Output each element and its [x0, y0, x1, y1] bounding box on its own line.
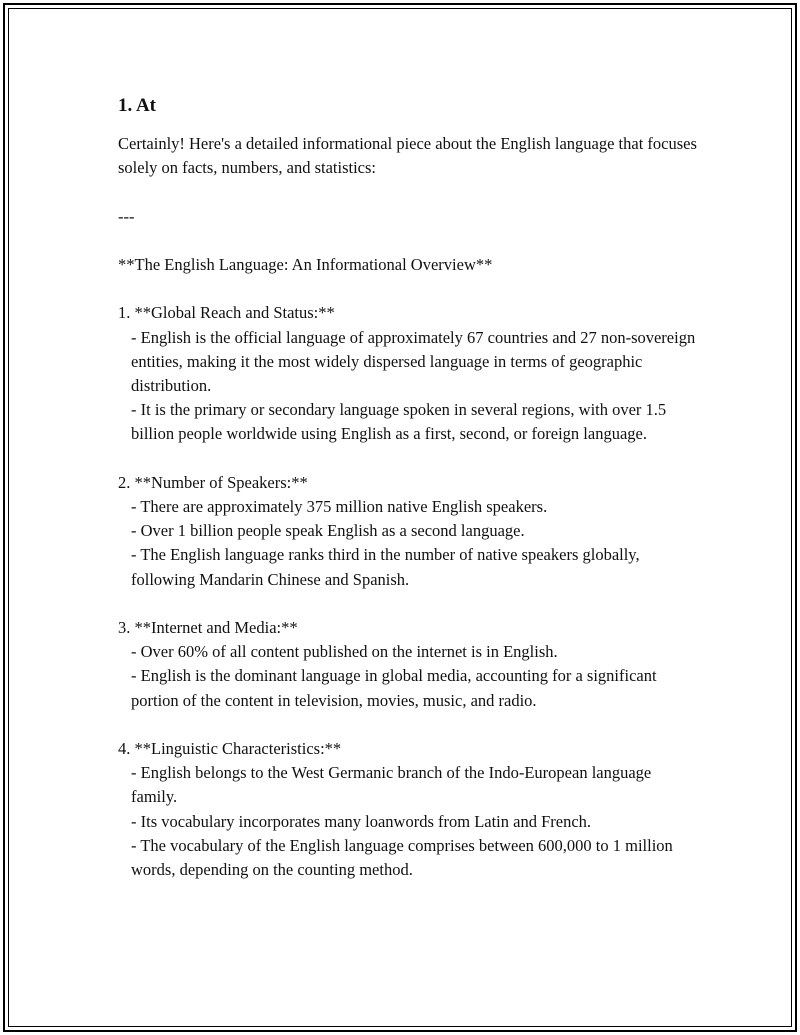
spacer	[118, 180, 698, 204]
section-internet-media	[118, 616, 698, 713]
spacer	[118, 229, 698, 253]
bullet-item: - Over 1 billion people speak English as a second language.	[131, 521, 525, 541]
separator: ---	[118, 206, 135, 226]
document-heading: 1. At	[118, 95, 156, 116]
spacer	[118, 713, 698, 737]
bullet-item: - English is the official language of approximately 67 countries and 27 non-sovereign entities, making it the most widely dispersed language in terms of geographic distribution.	[131, 327, 696, 395]
bullet-item: - English is the dominant language in global media, accounting for a significant portion of the content in television, movies, music, and radio.	[131, 666, 657, 710]
bullet-item: - Its vocabulary incorporates many loanwords from Latin and French.	[131, 811, 592, 831]
bullet-item: - There are approximately 375 million native English speakers.	[131, 496, 548, 516]
section-title: 4. **Linguistic Characteristics:**	[118, 738, 342, 758]
document-title: **The English Language: An Informational Overview**	[118, 254, 493, 274]
section-title: 2. **Number of Speakers:**	[118, 472, 308, 492]
document-body	[118, 94, 698, 882]
bullet-item: - The English language ranks third in the number of native speakers globally, following Mandarin Chinese and Spanish.	[131, 545, 640, 589]
bullet-item: - The vocabulary of the English language comprises between 600,000 to 1 million words, depending on the counting method.	[131, 835, 673, 879]
spacer	[118, 592, 698, 616]
section-number-of-speakers	[118, 471, 698, 592]
section-title: 1. **Global Reach and Status:**	[118, 303, 335, 323]
bullet-item: - It is the primary or secondary language spoken in several regions, with over 1.5 billion people worldwide using English as a first, second, or foreign language.	[131, 400, 667, 444]
section-global-reach	[118, 301, 698, 446]
spacer	[118, 277, 698, 301]
intro-paragraph: Certainly! Here's a detailed informational piece about the English language that focuses solely on facts, numbers, and statistics:	[118, 134, 697, 178]
section-linguistic	[118, 737, 698, 882]
bullet-item: - Over 60% of all content published on the internet is in English.	[131, 642, 558, 662]
spacer	[118, 447, 698, 471]
section-title: 3. **Internet and Media:**	[118, 617, 298, 637]
bullet-item: - English belongs to the West Germanic branch of the Indo-European language family.	[131, 763, 652, 807]
